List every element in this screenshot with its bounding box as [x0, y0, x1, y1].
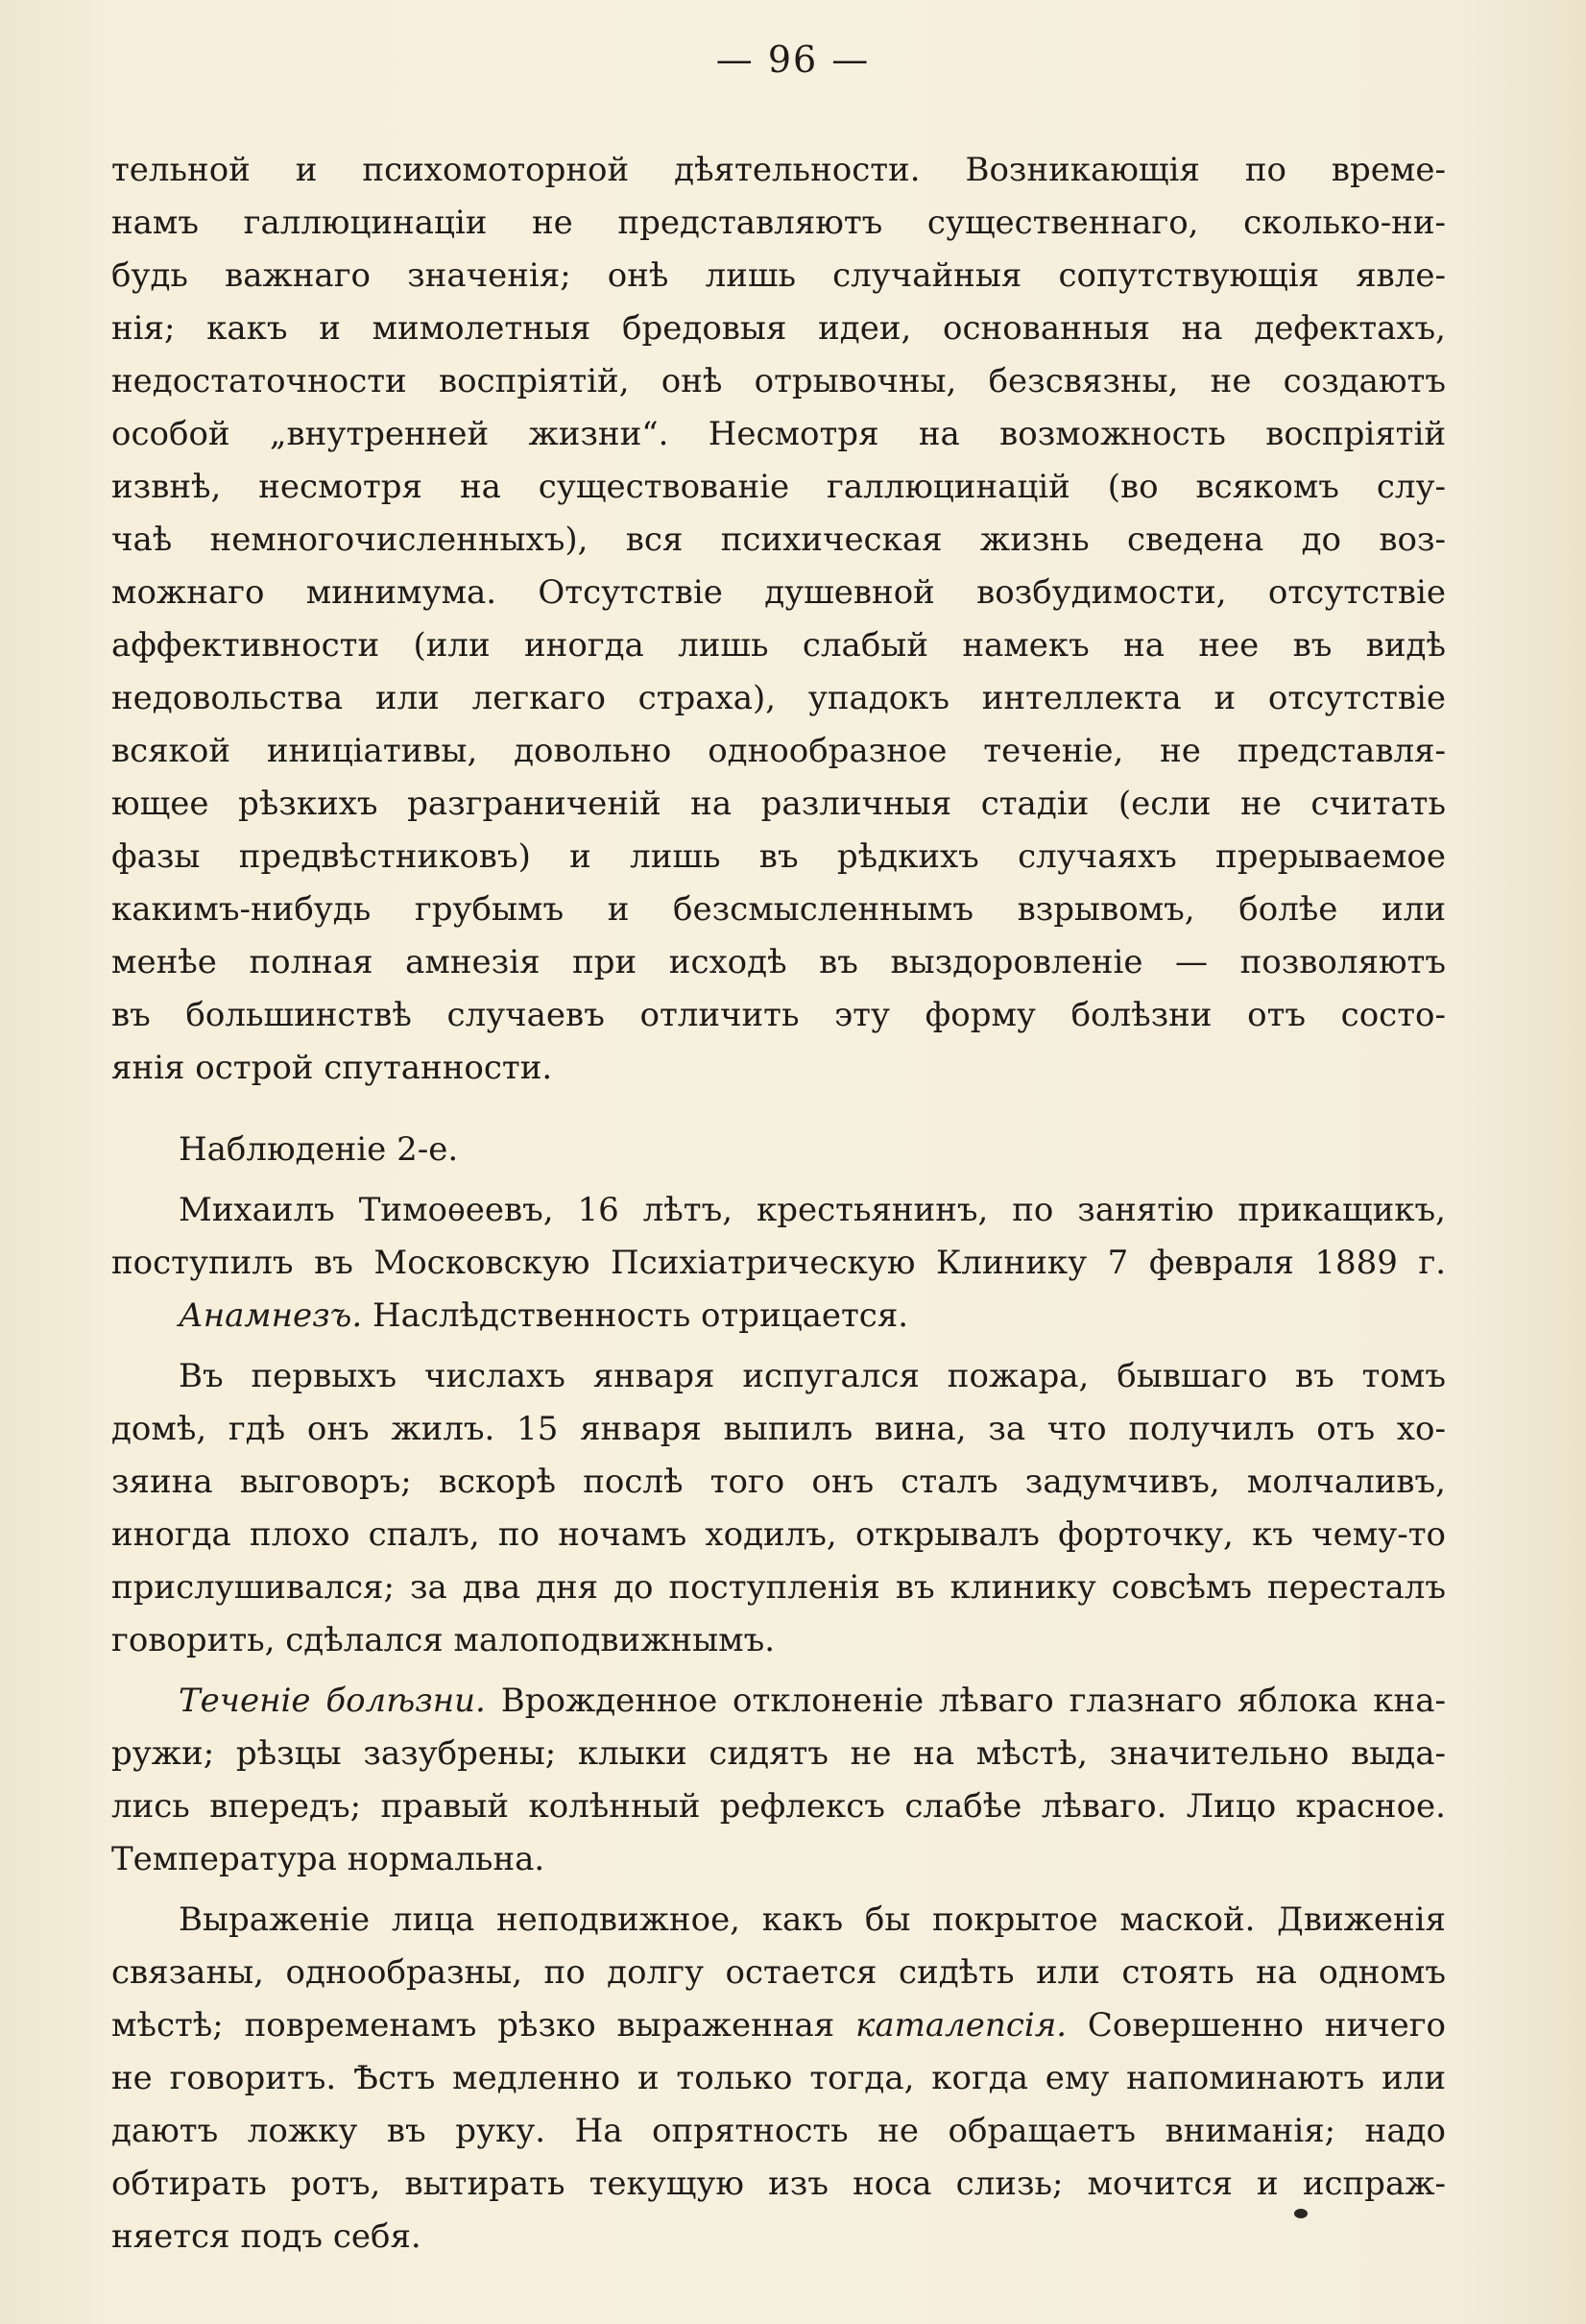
- paragraph-expression: [111, 1894, 1446, 2263]
- anamnesis-line: [111, 1290, 1446, 1343]
- text-line: менѣе полная амнезія при исходѣ въ выздоровленіе — позволяютъ: [111, 943, 1446, 981]
- text-line: Температура нормальна.: [111, 1840, 545, 1878]
- text-line: не говоритъ. Ѣстъ медленно и только тогда, когда ему напоминаютъ или: [111, 2059, 1446, 2097]
- patient-info: [111, 1184, 1446, 1290]
- text-line: ружи; рѣзцы зазубрены; клыки сидятъ не на мѣстѣ, значительно выда-: [111, 1734, 1446, 1773]
- text-line: говорить, сдѣлался малоподвижнымъ.: [111, 1621, 776, 1659]
- text-line: [111, 1675, 1446, 1728]
- text-line: домѣ, гдѣ онъ жилъ. 15 января выпилъ вина, за что получилъ отъ хо-: [111, 1410, 1446, 1448]
- paragraph-differential: [111, 144, 1446, 1095]
- text-block: [111, 144, 1446, 2263]
- anamnesis-label: Анамнезъ.: [179, 1296, 363, 1335]
- ink-spot: [1294, 2209, 1308, 2218]
- text-line: недовольства или легкаго страха), упадокъ интеллекта и отсутствіе: [111, 679, 1446, 717]
- text-line: Въ первыхъ числахъ января испугался пожара, бывшаго въ томъ: [179, 1357, 1446, 1395]
- text-line: иногда плохо спалъ, по ночамъ ходилъ, открывалъ форточку, къ чему-то: [111, 1515, 1446, 1554]
- text-line: Михаилъ Тимоѳеевъ, 16 лѣтъ, крестьянинъ, по занятію прикащикъ,: [179, 1191, 1446, 1229]
- text-line: няется подъ себя.: [111, 2217, 421, 2256]
- text-line: [111, 1999, 1446, 2052]
- text-line: какимъ-нибудь грубымъ и безсмысленнымъ взрывомъ, болѣе или: [111, 890, 1446, 929]
- text-fragment: мѣстѣ; повременамъ рѣзко выраженная: [111, 2006, 835, 2045]
- text-line: связаны, однообразны, по долгу остается сидѣть или стоять на одномъ: [111, 1953, 1446, 1992]
- anamnesis-text: Наслѣдственность отрицается.: [372, 1296, 909, 1335]
- text-fragment: Совершенно ничего: [1087, 2006, 1446, 2045]
- text-line: фазы предвѣстниковъ) и лишь въ рѣдкихъ случаяхъ прерываемое: [111, 837, 1446, 876]
- text-line: чаѣ немногочисленныхъ), вся психическая жизнь сведена до воз-: [111, 520, 1446, 559]
- text-line: нія; какъ и мимолетныя бредовыя идеи, основанныя на дефектахъ,: [111, 309, 1446, 348]
- text-line: особой „внутренней жизни“. Несмотря на возможность воспріятій: [111, 415, 1446, 453]
- text-line: янія острой спутанности.: [111, 1049, 553, 1087]
- course-label: Теченіе болѣзни.: [179, 1682, 486, 1720]
- text-line: недостаточности воспріятій, онѣ отрывочны, безсвязны, не создаютъ: [111, 362, 1446, 400]
- course-text: Врожденное отклоненіе лѣваго глазнаго яблока кна-: [500, 1682, 1446, 1720]
- text-line: лись впередъ; правый колѣнный рефлексъ слабѣе лѣваго. Лицо красное.: [111, 1787, 1446, 1826]
- text-line: тельной и психомоторной дѣятельности. Возникающія по време-: [111, 151, 1446, 189]
- text-line: поступилъ въ Московскую Психіатрическую Клинику 7 февраля 1889 г.: [111, 1244, 1446, 1282]
- text-line: въ большинствѣ случаевъ отличить эту форму болѣзни отъ состо-: [111, 996, 1446, 1034]
- observation-title: Наблюденіе 2-е.: [179, 1130, 459, 1169]
- text-line: даютъ ложку въ руку. На опрятность не обращаетъ вниманія; надо: [111, 2112, 1446, 2150]
- text-line: будь важнаго значенія; онѣ лишь случайныя сопутствующія явле-: [111, 256, 1446, 295]
- text-line: ющее рѣзкихъ разграниченій на различныя стадіи (если не считать: [111, 785, 1446, 823]
- page-number: — 96 —: [715, 38, 871, 81]
- text-line: можнаго минимума. Отсутствіе душевной возбудимости, отсутствіе: [111, 573, 1446, 612]
- paragraph-course: [111, 1675, 1446, 1886]
- text-line: аффективности (или иногда лишь слабый намекъ на нее въ видѣ: [111, 626, 1446, 665]
- text-line: Выраженіе лица неподвижное, какъ бы покрытое маской. Движенія: [179, 1900, 1446, 1939]
- catalepsy-term: каталепсія.: [855, 2006, 1068, 2045]
- text-line: прислушивался; за два дня до поступленія въ клинику совсѣмъ пересталъ: [111, 1568, 1446, 1607]
- text-line: всякой иниціативы, довольно однообразное теченіе, не представля-: [111, 732, 1446, 770]
- text-line: извнѣ, несмотря на существованіе галлюцинацій (во всякомъ слу-: [111, 468, 1446, 506]
- text-line: обтирать ротъ, вытирать текущую изъ носа слизь; мочится и испраж-: [111, 2165, 1446, 2203]
- text-line: зяина выговоръ; вскорѣ послѣ того онъ сталъ задумчивъ, молчаливъ,: [111, 1463, 1446, 1501]
- text-line: намъ галлюцинаціи не представляютъ существеннаго, сколько-ни-: [111, 204, 1446, 242]
- paragraph-history: [111, 1350, 1446, 1667]
